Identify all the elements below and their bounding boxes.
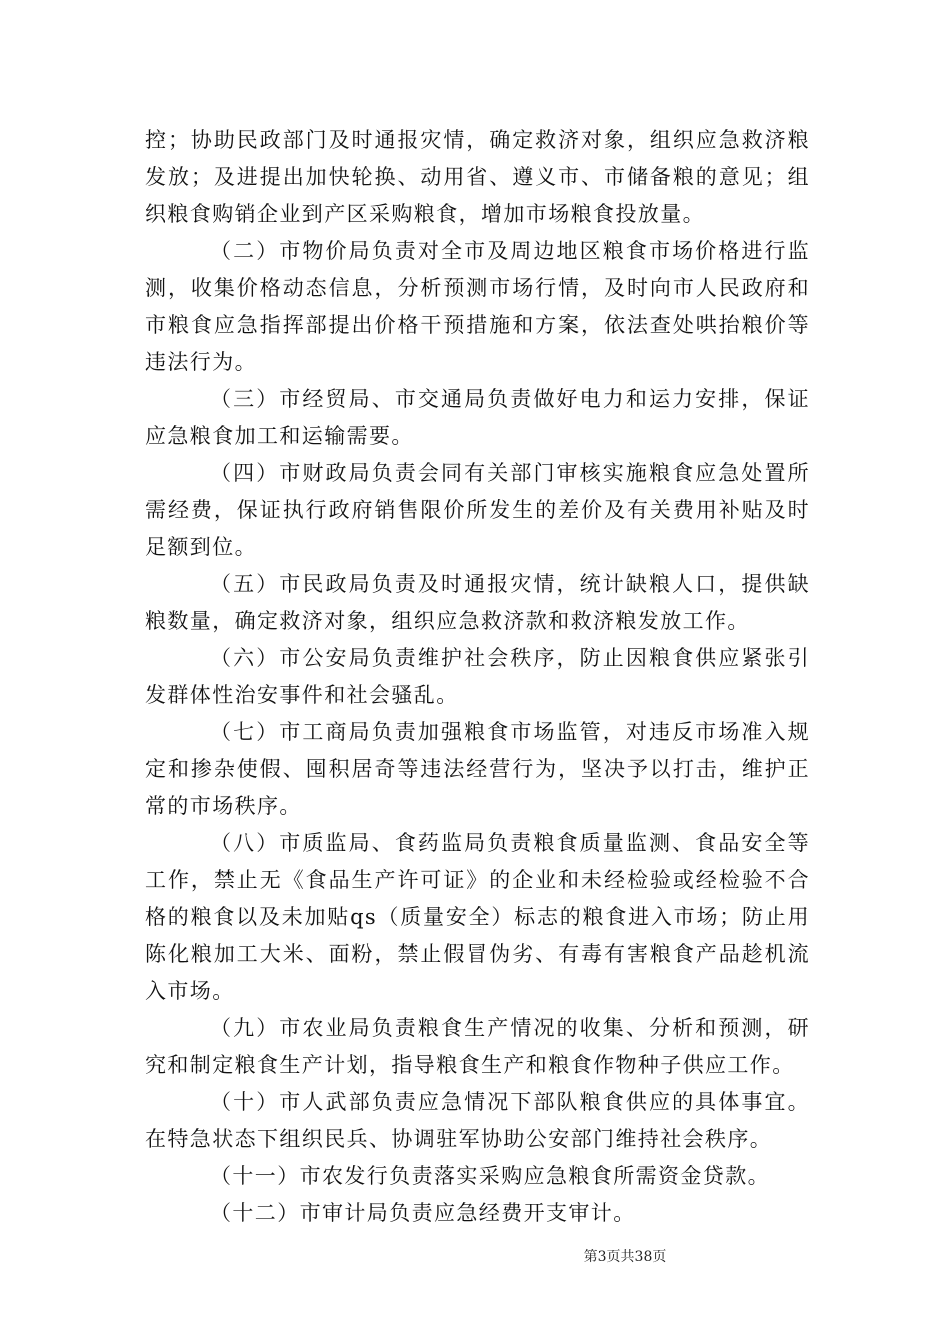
paragraph-item-12: （十二）市审计局负责应急经费开支审计。 bbox=[210, 1201, 636, 1225]
paragraph-item-7: （七）市工商局负责加强粮食市场监管，对违反市场准入规定和掺杂使假、囤积居奇等违法经营行为，坚决予以打击，维护正常的市场秩序。 bbox=[145, 720, 810, 818]
paragraph-item-9: （九）市农业局负责粮食生产情况的收集、分析和预测，研究和制定粮食生产计划，指导粮食生产和粮食作物种子供应工作。 bbox=[145, 1016, 810, 1077]
paragraph-item-4: （四）市财政局负责会同有关部门审核实施粮食应急处置所需经费，保证执行政府销售限价所发生的差价及有关费用补贴及时足额到位。 bbox=[145, 461, 810, 559]
document-body bbox=[145, 122, 810, 1232]
page-number-footer: 第3页共38页 bbox=[583, 1249, 667, 1265]
paragraph-item-6: （六）市公安局负责维护社会秩序，防止因粮食供应紧张引发群体性治安事件和社会骚乱。 bbox=[145, 646, 810, 707]
paragraph-item-5: （五）市民政局负责及时通报灾情，统计缺粮人口，提供缺粮数量，确定救济对象，组织应急救济款和救济粮发放工作。 bbox=[145, 572, 810, 633]
paragraph-item-3: （三）市经贸局、市交通局负责做好电力和运力安排，保证应急粮食加工和运输需要。 bbox=[145, 387, 810, 448]
paragraph-item-8: （八）市质监局、食药监局负责粮食质量监测、食品安全等工作，禁止无《食品生产许可证》的企业和未经检验或经检验不合格的粮食以及未加贴qs（质量安全）标志的粮食进入市场；防止用陈化粮加工大米、面粉，禁止假冒伪劣、有毒有害粮食产品趁机流入市场。 bbox=[145, 831, 810, 1003]
paragraph-item-10: （十）市人武部负责应急情况下部队粮食供应的具体事宜。在特急状态下组织民兵、协调驻军协助公安部门维持社会秩序。 bbox=[145, 1090, 810, 1151]
paragraph-item-11: （十一）市农发行负责落实采购应急粮食所需资金贷款。 bbox=[210, 1164, 770, 1188]
paragraph-continuation: 控；协助民政部门及时通报灾情，确定救济对象，组织应急救济粮发放；及进提出加快轮换、动用省、遵义市、市储备粮的意见；组织粮食购销企业到产区采购粮食，增加市场粮食投放量。 bbox=[145, 128, 810, 226]
paragraph-item-2: （二）市物价局负责对全市及周边地区粮食市场价格进行监测，收集价格动态信息，分析预测市场行情，及时向市人民政府和市粮食应急指挥部提出价格干预措施和方案，依法查处哄抬粮价等违法行为。 bbox=[145, 239, 810, 374]
